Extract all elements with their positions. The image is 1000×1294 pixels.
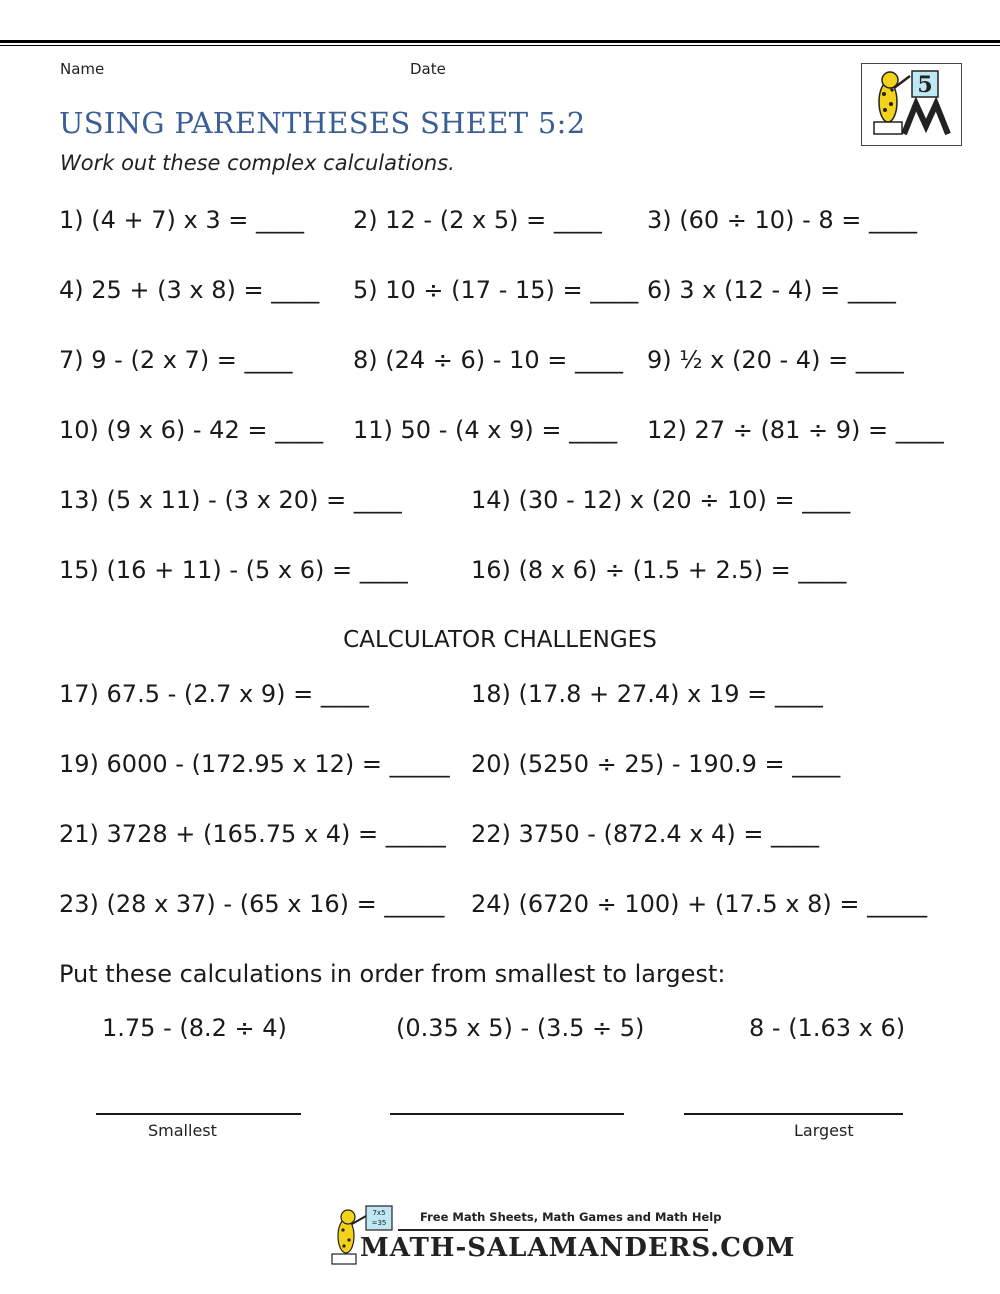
name-label: Name [60,60,105,78]
question-8: 8) (24 ÷ 6) - 10 = ____ [353,346,623,374]
ordering-expression-1: 1.75 - (8.2 ÷ 4) [102,1014,287,1042]
instruction: Work out these complex calculations. [60,151,455,175]
salamander-logo-icon [862,64,961,145]
calculator-heading: CALCULATOR CHALLENGES [343,627,657,653]
question-1: 1) (4 + 7) x 3 = ____ [59,206,304,234]
footer-brand[interactable]: MATH-SALAMANDERS.COM [360,1233,796,1263]
question-19: 19) 6000 - (172.95 x 12) = _____ [59,750,450,778]
largest-label: Largest [794,1121,854,1140]
svg-text:7x5: 7x5 [372,1209,386,1217]
answer-line-middle[interactable] [390,1113,624,1115]
question-12: 12) 27 ÷ (81 ÷ 9) = ____ [647,416,944,444]
page-title: USING PARENTHESES SHEET 5:2 [59,106,586,140]
question-15: 15) (16 + 11) - (5 x 6) = ____ [59,556,408,584]
question-16: 16) (8 x 6) ÷ (1.5 + 2.5) = ____ [471,556,847,584]
question-24: 24) (6720 ÷ 100) + (17.5 x 8) = _____ [471,890,928,918]
question-4: 4) 25 + (3 x 8) = ____ [59,276,320,304]
question-20: 20) (5250 ÷ 25) - 190.9 = ____ [471,750,841,778]
top-rule [0,40,1000,43]
smallest-label: Smallest [148,1121,217,1140]
footer-tagline: Free Math Sheets, Math Games and Math Help [420,1210,722,1224]
question-9: 9) ½ x (20 - 4) = ____ [647,346,904,374]
question-17: 17) 67.5 - (2.7 x 9) = ____ [59,680,369,708]
footer-rule [398,1229,708,1231]
question-5: 5) 10 ÷ (17 - 15) = ____ [353,276,639,304]
ordering-prompt: Put these calculations in order from smallest to largest: [59,960,726,988]
grade-badge [861,63,962,146]
svg-text:=35: =35 [371,1219,387,1227]
top-rule-thin [0,45,1000,46]
question-21: 21) 3728 + (165.75 x 4) = _____ [59,820,446,848]
question-2: 2) 12 - (2 x 5) = ____ [353,206,602,234]
ordering-expression-2: (0.35 x 5) - (3.5 ÷ 5) [396,1014,645,1042]
question-7: 7) 9 - (2 x 7) = ____ [59,346,293,374]
question-13: 13) (5 x 11) - (3 x 20) = ____ [59,486,402,514]
question-10: 10) (9 x 6) - 42 = ____ [59,416,324,444]
question-14: 14) (30 - 12) x (20 ÷ 10) = ____ [471,486,851,514]
question-11: 11) 50 - (4 x 9) = ____ [353,416,618,444]
question-22: 22) 3750 - (872.4 x 4) = ____ [471,820,820,848]
answer-line-largest[interactable] [684,1113,903,1115]
question-3: 3) (60 ÷ 10) - 8 = ____ [647,206,917,234]
question-23: 23) (28 x 37) - (65 x 16) = _____ [59,890,445,918]
answer-line-smallest[interactable] [96,1113,301,1115]
question-6: 6) 3 x (12 - 4) = ____ [647,276,896,304]
question-18: 18) (17.8 + 27.4) x 19 = ____ [471,680,823,708]
ordering-expression-3: 8 - (1.63 x 6) [749,1014,906,1042]
grade-number: 5 [917,72,933,98]
date-label: Date [410,60,446,78]
